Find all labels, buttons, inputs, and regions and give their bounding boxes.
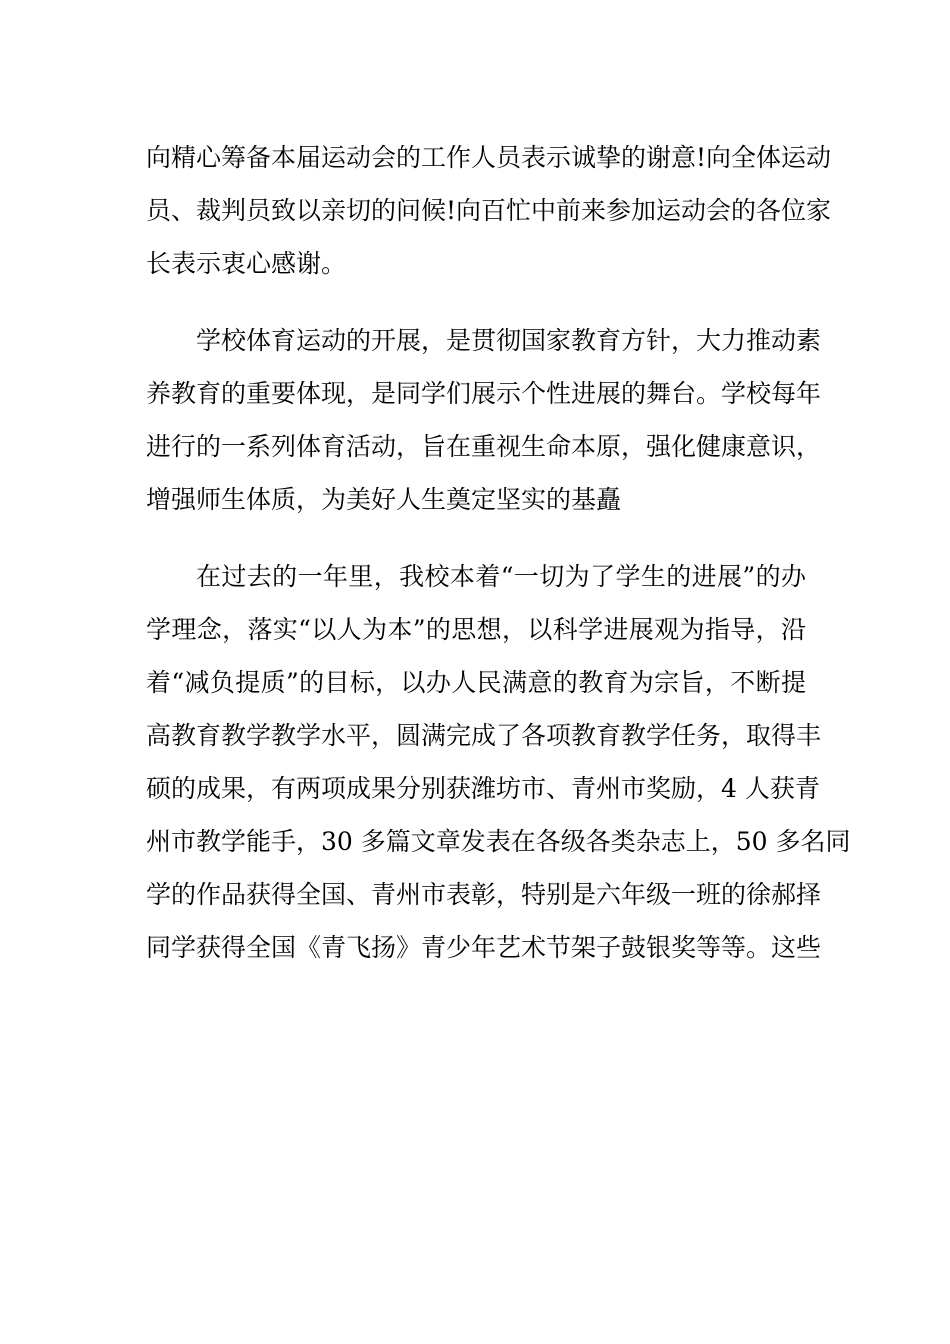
paragraph-1-line-2: 员、裁判员致以亲切的问候!向百忙中前来参加运动会的各位家: [146, 196, 832, 225]
paragraph-3-line-8: 同学获得全国《青飞扬》青少年艺术节架子鼓银奖等等。这些: [146, 933, 822, 962]
paragraph-3-line-6: 州市教学能手，30 多篇文章发表在各级各类杂志上，50 多名同: [146, 827, 851, 856]
paragraph-gap: [146, 290, 806, 314]
paragraph-2-line-1: 学校体育运动的开展，是贯彻国家教育方针，大力推动素: [196, 326, 822, 355]
paragraph-3-line-7: 学的作品获得全国、青州市表彰，特别是六年级一班的徐郝择: [146, 880, 822, 909]
paragraph-3-line-4: 高教育教学教学水平，圆满完成了各项教育教学任务，取得丰: [146, 721, 822, 750]
document-body: [146, 131, 851, 974]
paragraph-1-line-3: 长表示衷心感谢。: [146, 249, 347, 278]
paragraph-2-line-3: 进行的一系列体育活动，旨在重视生命本原，强化健康意识，: [146, 432, 822, 461]
paragraph-3-line-1: 在过去的一年里，我校本着“一切为了学生的进展”的办: [196, 562, 806, 591]
paragraph-2-line-4: 增强师生体质，为美好人生奠定坚实的基矗: [146, 485, 622, 514]
paragraph-gap: [146, 526, 806, 550]
paragraph-1-line-1: 向精心筹备本届运动会的工作人员表示诚挚的谢意!向全体运动: [146, 143, 832, 172]
paragraph-3-line-5: 硕的成果，有两项成果分别获潍坊市、青州市奖励，4 人获青: [146, 774, 820, 803]
paragraph-3-line-2: 学理念，落实“以人为本”的思想，以科学进展观为指导，沿: [146, 615, 806, 644]
paragraph-2-line-2: 养教育的重要体现，是同学们展示个性进展的舞台。学校每年: [146, 379, 822, 408]
paragraph-3-line-3: 着“减负提质”的目标，以办人民满意的教育为宗旨，不断提: [146, 668, 806, 697]
